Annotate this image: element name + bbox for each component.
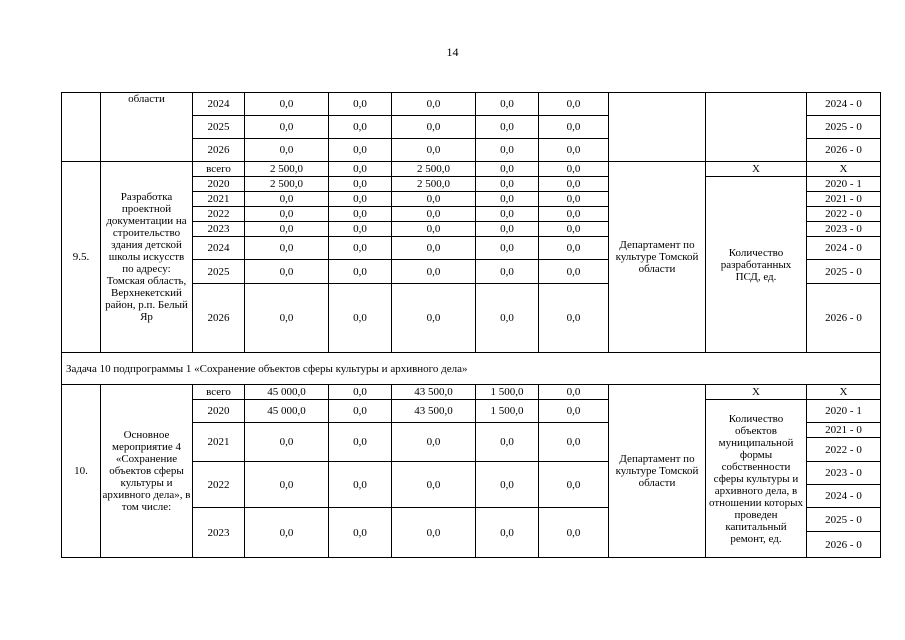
indicator-value: 2024 - 0	[807, 237, 881, 260]
amount-cell: 0,0	[539, 284, 609, 353]
indicator-value: 2026 - 0	[807, 532, 881, 558]
amount-cell: 0,0	[245, 423, 329, 462]
indicator-value: 2026 - 0	[807, 139, 881, 162]
amount-cell: 2 500,0	[392, 162, 476, 177]
amount-cell: 0,0	[476, 462, 539, 508]
year-cell: всего	[193, 385, 245, 400]
amount-cell: 0,0	[476, 93, 539, 116]
amount-cell: 0,0	[392, 222, 476, 237]
amount-cell: 0,0	[476, 237, 539, 260]
executor-cell: Департамент по культуре Томской области	[609, 385, 706, 558]
year-cell: 2024	[193, 237, 245, 260]
year-cell: всего	[193, 162, 245, 177]
indicator-value: 2020 - 1	[807, 400, 881, 423]
indicator-header: Х	[706, 162, 807, 177]
amount-cell: 0,0	[539, 237, 609, 260]
executor-cell	[609, 93, 706, 162]
amount-cell: 43 500,0	[392, 400, 476, 423]
amount-cell: 0,0	[329, 462, 392, 508]
indicator-value: 2022 - 0	[807, 438, 881, 462]
amount-cell: 0,0	[329, 400, 392, 423]
amount-cell: 45 000,0	[245, 385, 329, 400]
amount-cell: 0,0	[392, 462, 476, 508]
table-row	[62, 162, 881, 177]
amount-cell: 43 500,0	[392, 385, 476, 400]
indicator-name: Количество разработанных ПСД, ед.	[706, 177, 807, 353]
amount-cell: 0,0	[476, 192, 539, 207]
amount-cell: 0,0	[539, 192, 609, 207]
amount-cell: 0,0	[539, 462, 609, 508]
amount-cell: 0,0	[539, 162, 609, 177]
amount-cell: 0,0	[539, 508, 609, 558]
amount-cell: 1 500,0	[476, 400, 539, 423]
amount-cell: 0,0	[329, 139, 392, 162]
indicator-value: 2025 - 0	[807, 508, 881, 532]
indicator-header: Х	[706, 385, 807, 400]
amount-cell: 0,0	[539, 93, 609, 116]
indicator-value: Х	[807, 385, 881, 400]
amount-cell: 0,0	[245, 116, 329, 139]
amount-cell: 0,0	[329, 192, 392, 207]
year-cell: 2023	[193, 508, 245, 558]
amount-cell: 0,0	[476, 177, 539, 192]
amount-cell: 0,0	[245, 93, 329, 116]
amount-cell: 0,0	[329, 177, 392, 192]
amount-cell: 0,0	[392, 116, 476, 139]
amount-cell: 0,0	[539, 222, 609, 237]
amount-cell: 0,0	[329, 423, 392, 462]
amount-cell: 0,0	[245, 508, 329, 558]
amount-cell: 0,0	[329, 260, 392, 284]
year-cell: 2022	[193, 462, 245, 508]
year-cell: 2026	[193, 139, 245, 162]
amount-cell: 0,0	[392, 139, 476, 162]
amount-cell: 0,0	[539, 400, 609, 423]
year-cell: 2020	[193, 400, 245, 423]
item-number: 9.5.	[62, 162, 101, 353]
amount-cell: 0,0	[476, 222, 539, 237]
indicator-value: Х	[807, 162, 881, 177]
item-name: Разработка проектной документации на строительство здания детской школы искусств по адресу: Томская область, Верхнекетский район, р.п. Белый Яр	[101, 162, 193, 353]
item-number-cell	[62, 93, 101, 162]
amount-cell: 0,0	[245, 207, 329, 222]
table-row	[62, 93, 881, 116]
item-number: 10.	[62, 385, 101, 558]
year-cell: 2021	[193, 423, 245, 462]
indicator-value: 2020 - 1	[807, 177, 881, 192]
indicator-value: 2026 - 0	[807, 284, 881, 353]
amount-cell: 2 500,0	[245, 177, 329, 192]
amount-cell: 0,0	[392, 237, 476, 260]
amount-cell: 0,0	[329, 508, 392, 558]
amount-cell: 0,0	[329, 284, 392, 353]
amount-cell: 2 500,0	[245, 162, 329, 177]
indicator-value: 2023 - 0	[807, 222, 881, 237]
amount-cell: 0,0	[539, 423, 609, 462]
amount-cell: 0,0	[476, 207, 539, 222]
amount-cell: 0,0	[245, 260, 329, 284]
amount-cell: 0,0	[329, 162, 392, 177]
amount-cell: 0,0	[476, 139, 539, 162]
amount-cell: 0,0	[329, 93, 392, 116]
indicator-value: 2022 - 0	[807, 207, 881, 222]
amount-cell: 0,0	[539, 177, 609, 192]
amount-cell: 1 500,0	[476, 385, 539, 400]
amount-cell: 0,0	[539, 207, 609, 222]
amount-cell: 0,0	[476, 508, 539, 558]
indicator-value: 2021 - 0	[807, 423, 881, 438]
year-cell: 2025	[193, 260, 245, 284]
amount-cell: 0,0	[245, 284, 329, 353]
indicator-name: Количество объектов муниципальной формы собственности сферы культуры и архивного дела, в отношении которых проведен капитальный ремонт, ед.	[706, 400, 807, 558]
amount-cell: 0,0	[329, 237, 392, 260]
year-cell: 2020	[193, 177, 245, 192]
item-name: Основное мероприятие 4 «Сохранение объектов сферы культуры и архивного дела», в том числе:	[101, 385, 193, 558]
amount-cell: 0,0	[392, 192, 476, 207]
amount-cell: 0,0	[539, 116, 609, 139]
page-number: 14	[446, 45, 459, 59]
indicator-cell	[706, 93, 807, 162]
task-row: Задача 10 подпрограммы 1 «Сохранение объектов сферы культуры и архивного дела»	[62, 353, 881, 385]
amount-cell: 0,0	[392, 207, 476, 222]
amount-cell: 0,0	[392, 508, 476, 558]
amount-cell: 0,0	[329, 222, 392, 237]
amount-cell: 0,0	[245, 222, 329, 237]
year-cell: 2025	[193, 116, 245, 139]
executor-cell: Департамент по культуре Томской области	[609, 162, 706, 353]
indicator-value: 2024 - 0	[807, 93, 881, 116]
table-row	[62, 353, 881, 385]
amount-cell: 0,0	[476, 423, 539, 462]
amount-cell: 0,0	[329, 385, 392, 400]
amount-cell: 0,0	[476, 260, 539, 284]
amount-cell: 0,0	[392, 284, 476, 353]
amount-cell: 0,0	[329, 207, 392, 222]
year-cell: 2024	[193, 93, 245, 116]
indicator-value: 2025 - 0	[807, 260, 881, 284]
amount-cell: 0,0	[329, 116, 392, 139]
amount-cell: 0,0	[392, 423, 476, 462]
indicator-value: 2024 - 0	[807, 485, 881, 508]
amount-cell: 0,0	[476, 284, 539, 353]
year-cell: 2023	[193, 222, 245, 237]
program-table	[61, 92, 881, 558]
amount-cell: 0,0	[245, 462, 329, 508]
year-cell: 2022	[193, 207, 245, 222]
amount-cell: 0,0	[476, 116, 539, 139]
amount-cell: 2 500,0	[392, 177, 476, 192]
indicator-value: 2023 - 0	[807, 462, 881, 485]
amount-cell: 0,0	[245, 237, 329, 260]
year-cell: 2026	[193, 284, 245, 353]
indicator-value: 2025 - 0	[807, 116, 881, 139]
amount-cell: 0,0	[476, 162, 539, 177]
indicator-value: 2021 - 0	[807, 192, 881, 207]
amount-cell: 0,0	[539, 385, 609, 400]
amount-cell: 45 000,0	[245, 400, 329, 423]
amount-cell: 0,0	[392, 93, 476, 116]
amount-cell: 0,0	[539, 139, 609, 162]
amount-cell: 0,0	[245, 139, 329, 162]
amount-cell: 0,0	[392, 260, 476, 284]
table-row	[62, 385, 881, 400]
year-cell: 2021	[193, 192, 245, 207]
amount-cell: 0,0	[539, 260, 609, 284]
item-name-tail: области	[101, 93, 193, 162]
amount-cell: 0,0	[245, 192, 329, 207]
